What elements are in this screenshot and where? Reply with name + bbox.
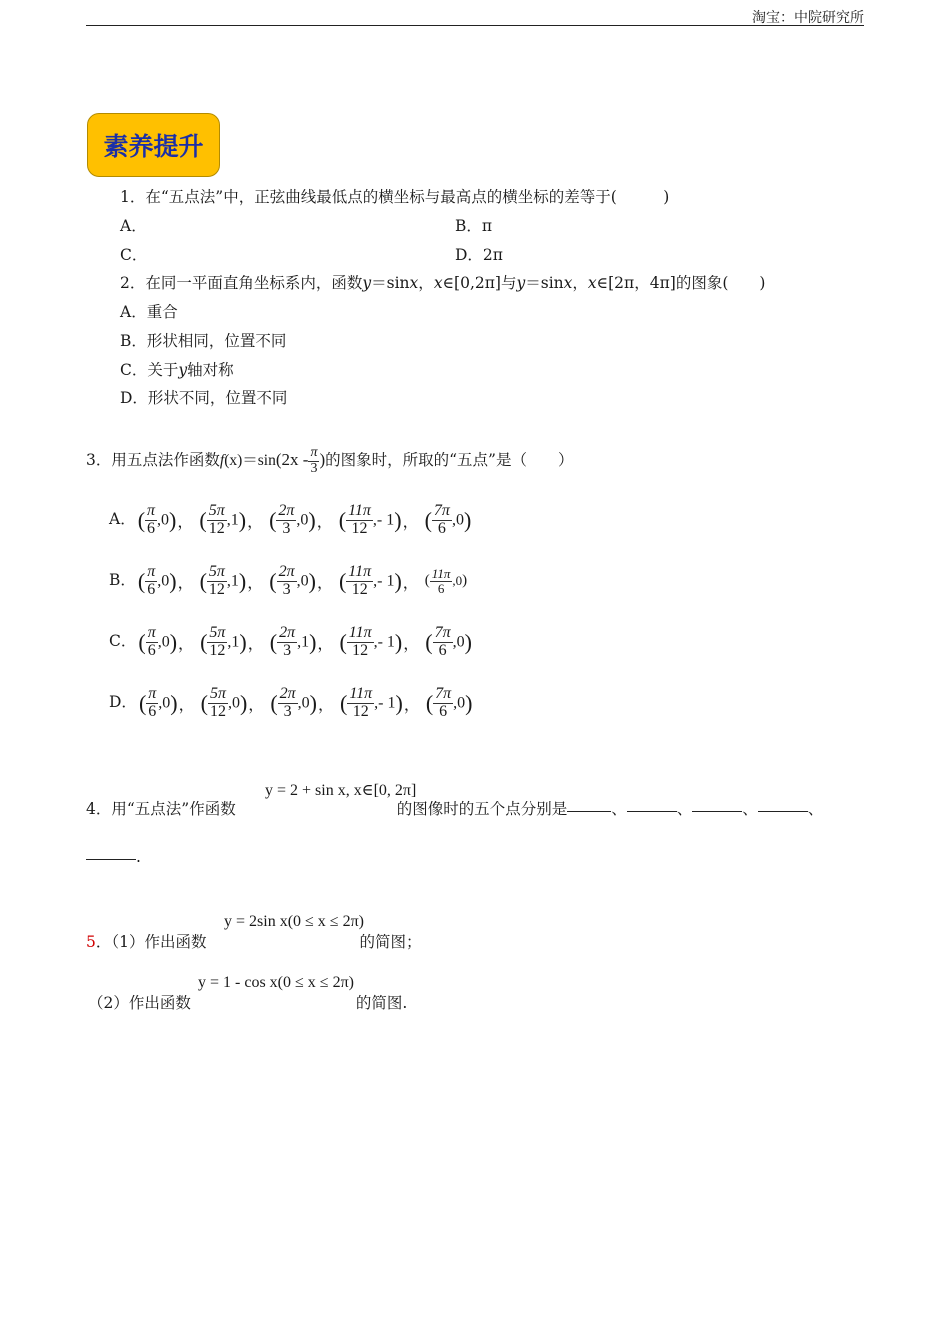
q3-point: ( $\frac{5\pi}{12}$ ,1) bbox=[199, 563, 247, 598]
q5-formula-1: y = 2sin x(0 ≤ x ≤ 2π) bbox=[224, 913, 364, 930]
q3-option-label: A． bbox=[109, 509, 136, 528]
point-y-value: ,- 1 bbox=[373, 572, 395, 590]
point-y-value: ,0 bbox=[157, 511, 170, 529]
fraction-denominator: 12 bbox=[347, 703, 374, 721]
fraction-denominator: 12 bbox=[207, 642, 227, 660]
separator: ， bbox=[177, 511, 194, 531]
header-text: 淘宝：中院研究所 bbox=[752, 10, 864, 26]
q1-option-a: A． bbox=[120, 217, 147, 235]
separator: ， bbox=[247, 572, 264, 592]
q1-option-d: D．2π bbox=[455, 246, 503, 264]
q3-point: ( $\frac{5\pi}{12}$ ,1) bbox=[200, 624, 247, 659]
q1-option-c: C． bbox=[120, 246, 148, 264]
fraction-denominator: 3 bbox=[277, 581, 297, 599]
q3-stem: 3．用五点法作函数f(x)＝sin(2x - $\frac{\pi}{3}$ )的图象时，所取的“五点”是（ ） bbox=[86, 445, 574, 476]
fraction-denominator: 12 bbox=[207, 520, 227, 538]
q1-stem: 1．在“五点法”中，正弦曲线最低点的横坐标与最高点的横坐标的差等于( ) bbox=[120, 188, 670, 206]
point-y-value: ,1 bbox=[227, 633, 240, 651]
section-badge: 素养提升 bbox=[87, 113, 220, 177]
q2-option-c: C．关于y轴对称 bbox=[120, 361, 234, 379]
separator: ， bbox=[317, 633, 334, 653]
point-y-value: ,1 bbox=[226, 572, 239, 590]
q3-option-d bbox=[109, 686, 473, 721]
fraction-numerator: π bbox=[148, 685, 157, 702]
q3-point: ( $\frac{11\pi}{12}$ ,- 1) bbox=[338, 563, 402, 598]
fraction-denominator: 12 bbox=[346, 581, 373, 599]
fraction-denominator: 12 bbox=[208, 703, 228, 721]
separator: ， bbox=[317, 694, 334, 714]
fraction-numerator: π bbox=[147, 624, 156, 641]
q3-point: ( $\frac{11\pi}{12}$ ,- 1) bbox=[338, 502, 402, 537]
header-rule bbox=[86, 25, 864, 26]
point-y-value: ,0 bbox=[453, 694, 466, 712]
q2-option-a: A．重合 bbox=[120, 303, 178, 321]
point-y-value: ,0 bbox=[296, 572, 309, 590]
fraction-denominator: 6 bbox=[146, 642, 158, 660]
fraction-numerator: 2π bbox=[278, 563, 295, 580]
point-y-value: ,0 bbox=[452, 633, 465, 651]
q5-part-2: （2）作出函数 的简图. bbox=[88, 994, 408, 1012]
separator: ， bbox=[247, 511, 264, 531]
point-y-value: ,- 1 bbox=[374, 694, 396, 712]
fraction-numerator: 7π bbox=[434, 624, 451, 641]
q3-point: ( $\frac{\pi}{6}$ ,0) bbox=[137, 502, 177, 537]
separator: ， bbox=[247, 633, 264, 653]
fraction-denominator: 6 bbox=[433, 703, 453, 721]
separator: ， bbox=[316, 511, 333, 531]
separator: ， bbox=[402, 572, 419, 592]
fraction-numerator: 7π bbox=[435, 685, 452, 702]
point-y-value: ,0 bbox=[297, 694, 310, 712]
separator: ， bbox=[403, 633, 420, 653]
q3-option-label: C． bbox=[109, 631, 137, 650]
fraction-numerator: 11π bbox=[349, 685, 373, 702]
point-y-value: ,0 bbox=[451, 511, 464, 529]
separator: ， bbox=[248, 694, 265, 714]
q3-point: ( $\frac{2\pi}{3}$ ,0) bbox=[269, 502, 316, 537]
q3-option-label: B． bbox=[109, 570, 136, 589]
point-y-value: ,1 bbox=[297, 633, 310, 651]
fraction-numerator: 2π bbox=[278, 502, 295, 519]
q2-option-b: B．形状相同，位置不同 bbox=[120, 332, 287, 350]
q2-option-d: D．形状不同，位置不同 bbox=[120, 389, 288, 407]
point-y-value: ,0 bbox=[158, 694, 171, 712]
q3-point: ( $\frac{5\pi}{12}$ ,0) bbox=[200, 685, 248, 720]
fraction-numerator: 11π bbox=[348, 502, 371, 519]
fraction-numerator: 7π bbox=[433, 502, 450, 519]
q3-point: ( $\frac{\pi}{6}$ ,0) bbox=[138, 624, 178, 659]
fraction-denominator: 12 bbox=[347, 642, 374, 660]
separator: ， bbox=[178, 694, 195, 714]
q3-point: ( $\frac{2\pi}{3}$ ,0) bbox=[270, 685, 317, 720]
fraction-numerator: 5π bbox=[208, 502, 225, 519]
q3-point: ( $\frac{11\pi}{12}$ ,- 1) bbox=[340, 685, 403, 720]
q3-point: ( $\frac{2\pi}{3}$ ,0) bbox=[269, 563, 316, 598]
q3-point: ( $\frac{11\pi}{12}$ ,- 1) bbox=[339, 624, 403, 659]
fraction-numerator: 5π bbox=[209, 685, 226, 702]
q3-point: ( $\frac{7\pi}{6}$ ,0) bbox=[425, 685, 473, 720]
fraction-numerator: π bbox=[147, 563, 156, 580]
q3-point: ( $\frac{\pi}{6}$ ,0) bbox=[138, 685, 178, 720]
fraction-denominator: 3 bbox=[278, 703, 298, 721]
q3-option-b bbox=[109, 564, 467, 599]
fraction-numerator: 11π bbox=[348, 563, 372, 580]
q3-point: ( $\frac{5\pi}{12}$ ,1) bbox=[199, 502, 247, 537]
fraction-denominator: 6 bbox=[433, 642, 453, 660]
fraction-denominator: 6 bbox=[432, 520, 452, 538]
q2-stem: 2．在同一平面直角坐标系内，函数y＝sinx，x∈[0,2π]与y＝sinx，x∈[2π，4π]的图象( ) bbox=[120, 274, 766, 292]
point-y-value: ,0 bbox=[227, 694, 240, 712]
q5-part-1: 5．（1）作出函数 的简图； bbox=[86, 933, 422, 951]
fraction-numerator: 2π bbox=[279, 685, 296, 702]
q3-point: ( $\frac{7\pi}{6}$ ,0) bbox=[424, 502, 472, 537]
q3-point: ( $\frac{\pi}{6}$ ,0) bbox=[137, 563, 177, 598]
fraction-numerator: 5π bbox=[208, 563, 225, 580]
separator: ， bbox=[316, 572, 333, 592]
fraction-denominator: 6 bbox=[430, 581, 453, 596]
point-y-value: ,0 bbox=[157, 572, 170, 590]
q4-last-blank: . bbox=[86, 848, 141, 866]
fraction-numerator: 11π bbox=[348, 624, 372, 641]
fraction-denominator: 6 bbox=[145, 581, 157, 599]
fraction-denominator: 12 bbox=[207, 581, 227, 599]
point-y-value: ,- 1 bbox=[372, 511, 395, 529]
fraction-numerator: 5π bbox=[209, 624, 226, 641]
fraction-numerator: 11π bbox=[431, 566, 451, 582]
fraction-denominator: 6 bbox=[146, 703, 158, 721]
q3-option-label: D． bbox=[109, 692, 137, 711]
point-y-value: ,0 bbox=[296, 511, 309, 529]
point-y-value: ,0 bbox=[157, 633, 170, 651]
point-y-value: ,1 bbox=[226, 511, 239, 529]
fraction-numerator: 2π bbox=[279, 624, 296, 641]
fraction-denominator: 6 bbox=[145, 520, 157, 538]
q3-point: ( $\frac{7\pi}{6}$ ,0) bbox=[425, 624, 472, 659]
separator: ， bbox=[403, 694, 420, 714]
fraction-denominator: 3 bbox=[276, 520, 296, 538]
q3-point: ( $\frac{2\pi}{3}$ ,1) bbox=[269, 624, 317, 659]
separator: ， bbox=[177, 572, 194, 592]
q5-formula-2: y = 1 - cos x(0 ≤ x ≤ 2π) bbox=[198, 974, 354, 991]
fraction-denominator: 3 bbox=[277, 642, 297, 660]
q3-option-a bbox=[109, 503, 471, 538]
q3-option-c bbox=[109, 625, 472, 660]
fraction-denominator: 12 bbox=[346, 520, 373, 538]
point-y-value: ,0 bbox=[452, 573, 463, 589]
q4-formula: y = 2 + sin x, x∈[0, 2π] bbox=[265, 782, 417, 799]
point-y-value: ,- 1 bbox=[373, 633, 395, 651]
separator: ， bbox=[178, 633, 195, 653]
fraction-numerator: π bbox=[147, 502, 156, 519]
q1-option-b: B．π bbox=[455, 217, 493, 235]
separator: ， bbox=[402, 511, 419, 531]
q4-stem: 4．用“五点法”作函数 的图像时的五个点分别是 、 、 、 、 bbox=[86, 800, 824, 818]
q3-point: ( $\frac{11\pi}{6}$ ,0) bbox=[424, 566, 468, 596]
